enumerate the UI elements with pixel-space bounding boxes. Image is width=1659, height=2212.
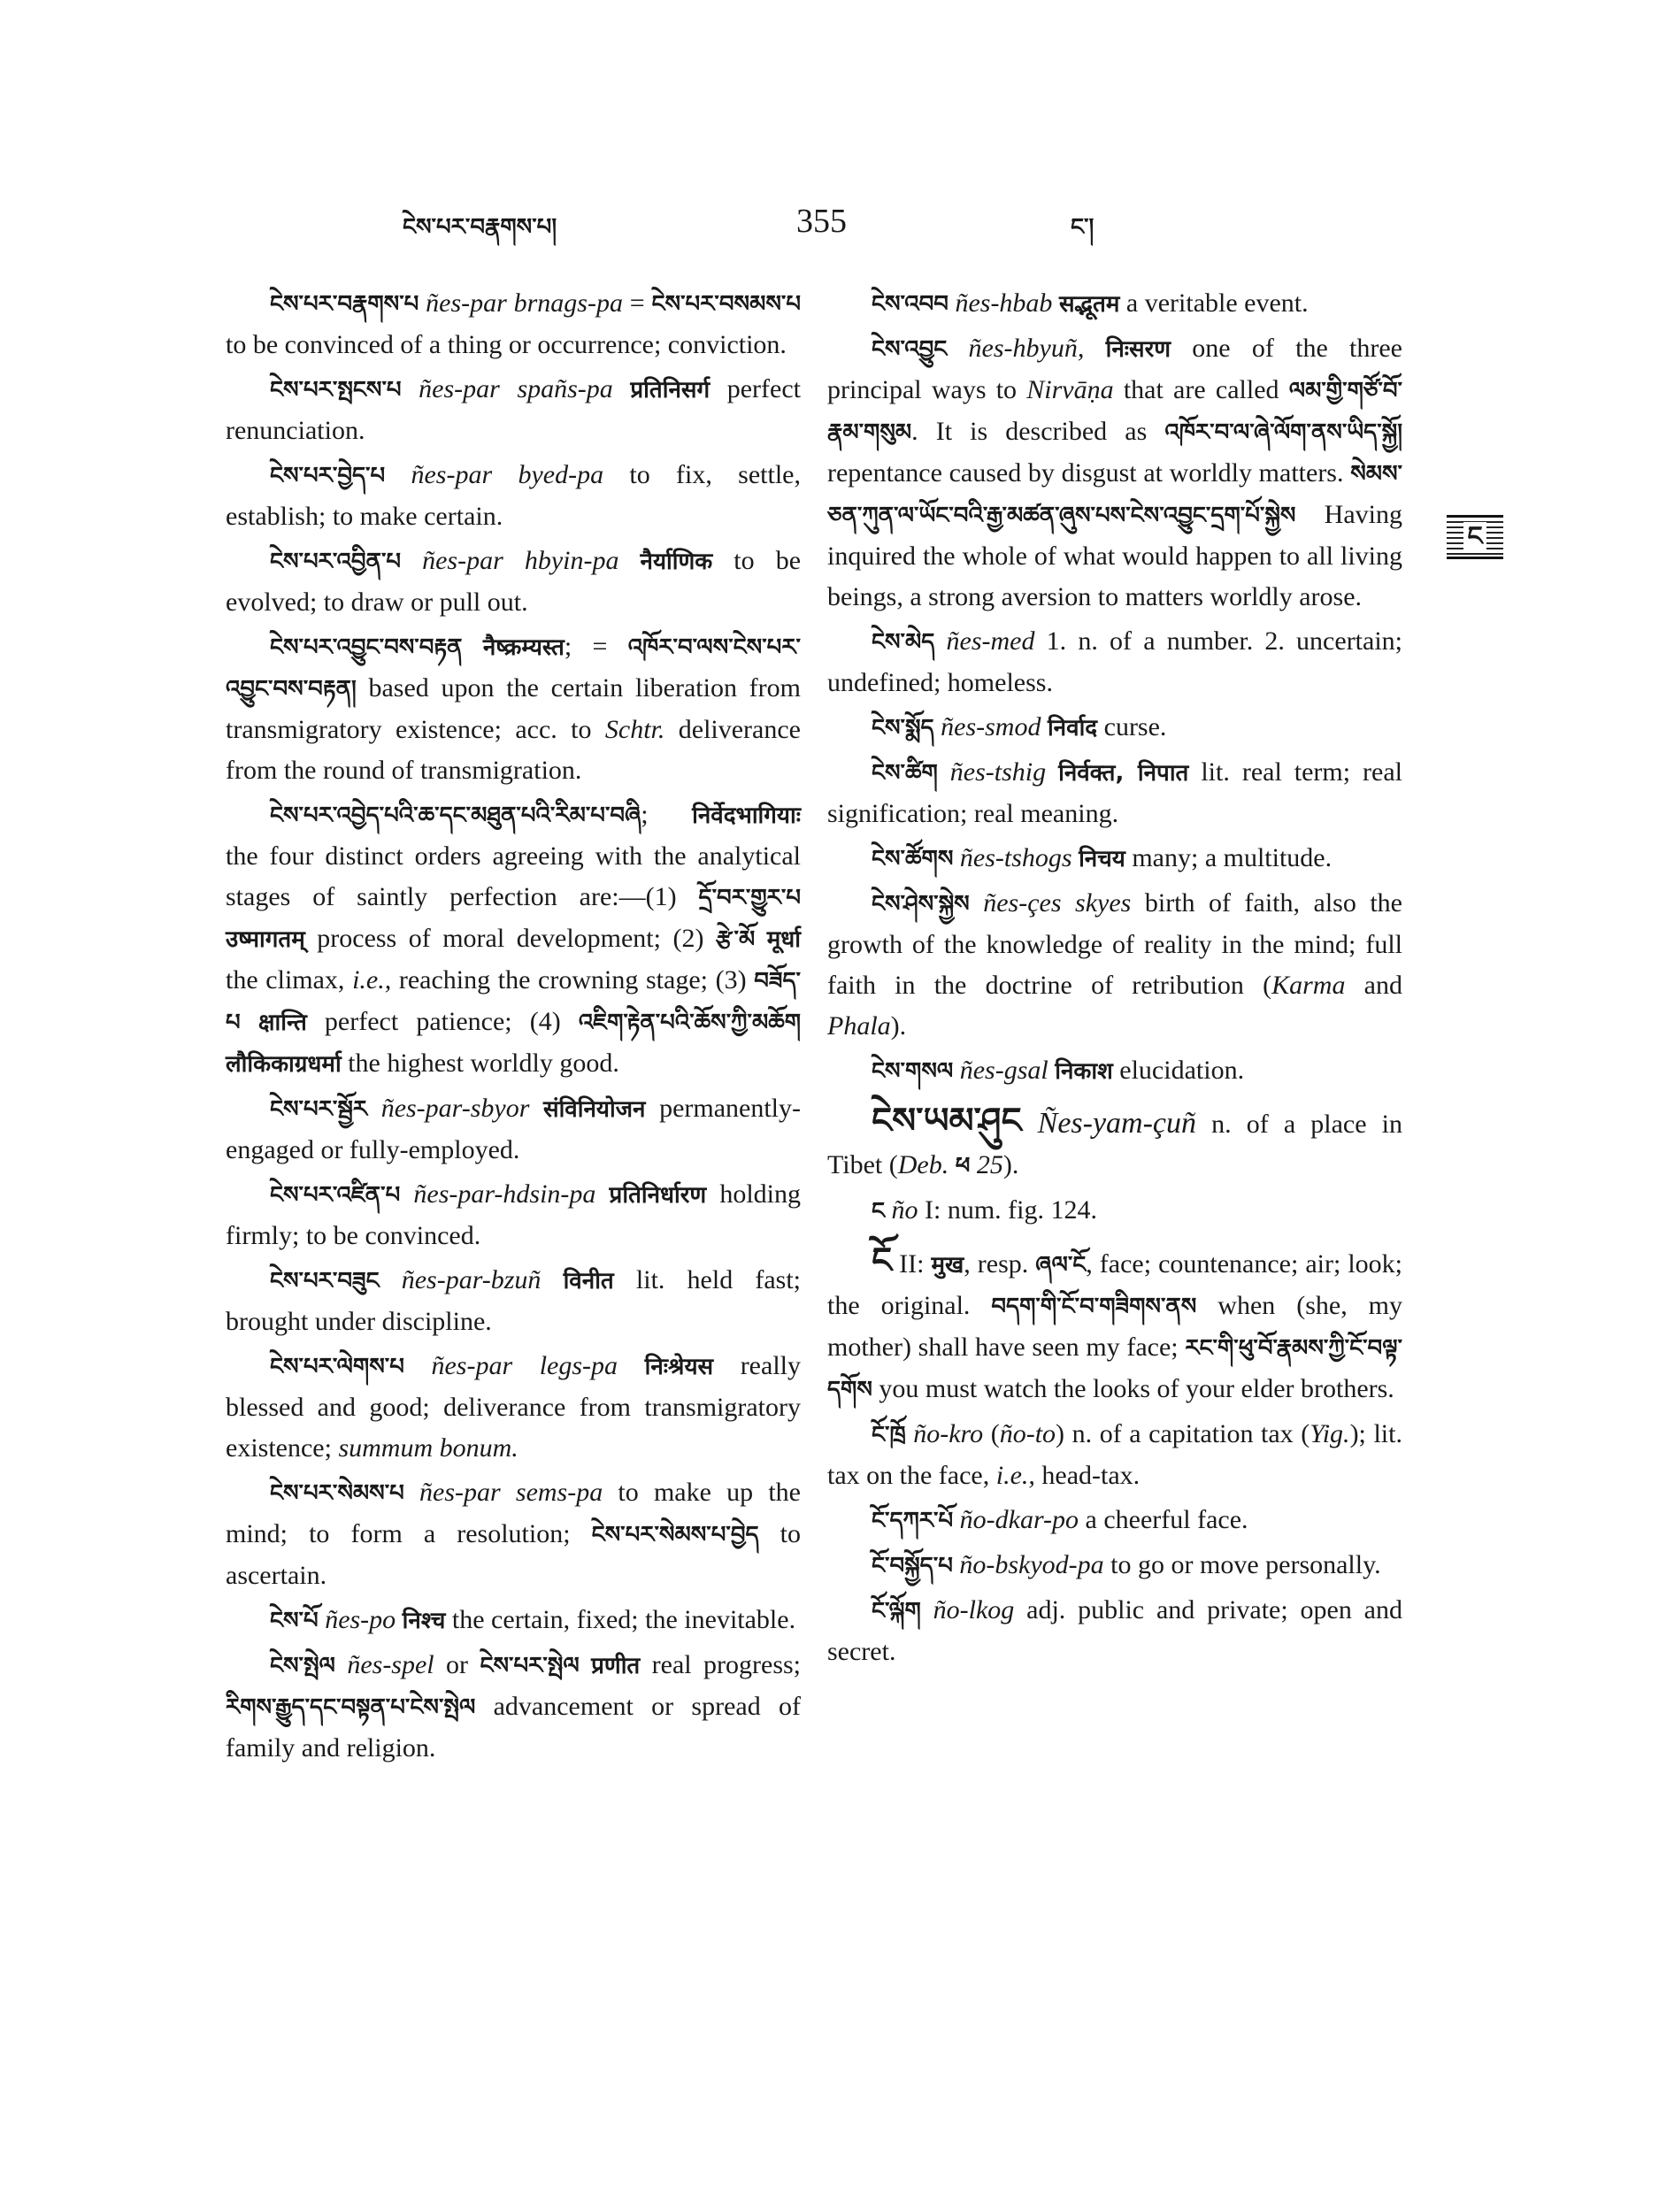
- dictionary-entry: [827, 752, 1402, 834]
- tibetan-headword: ངེས་པར་སེམས་པ་བྱེད: [591, 1522, 759, 1548]
- definition-text: that are called: [1113, 375, 1289, 404]
- sanskrit-term: निचय: [1079, 846, 1125, 872]
- definition-text: to fix, settle, establish; to make certain.: [226, 460, 801, 531]
- dictionary-entry: [827, 1500, 1402, 1541]
- definition-text: or: [434, 1650, 480, 1679]
- transliteration: ñes-par spañs-pa: [401, 374, 631, 403]
- definition-text: the climax,: [226, 965, 353, 995]
- definition-text: n. of a place in Tibet (: [827, 1110, 1402, 1179]
- transliteration: ñes-par brnags-pa: [419, 288, 623, 318]
- sanskrit-term: मुख: [931, 1252, 964, 1279]
- definition-text: advancement or spread of family and religion.: [226, 1692, 801, 1763]
- dictionary-entry: [827, 283, 1402, 325]
- transliteration: Deb.: [897, 1150, 949, 1179]
- sanskrit-term: निश्च: [402, 1608, 446, 1634]
- definition-text: perfect patience; (4): [306, 1007, 579, 1036]
- transliteration: ño: [885, 1195, 918, 1225]
- thumb-index-tab: [1447, 515, 1503, 559]
- tibetan-headword: རྩེ་མོ: [715, 926, 756, 953]
- transliteration: ñes-par legs-pa: [403, 1351, 645, 1380]
- definition-text: [580, 1650, 591, 1679]
- dictionary-entry: [827, 1545, 1402, 1586]
- tibetan-headword: ངེས་པར་བསམས་པ: [651, 291, 802, 318]
- definition-text: to be convinced of a thing or occurrence; conviction.: [226, 330, 787, 359]
- sanskrit-term: नैष्क्रम्यस्त: [482, 634, 565, 661]
- transliteration: ñes-tshogs: [953, 843, 1079, 872]
- sanskrit-term: प्रतिनिसर्ग: [630, 377, 710, 403]
- tibetan-headword: ངོ་དཀར་པོ: [872, 1508, 954, 1534]
- thumb-index-letter: ང: [1463, 522, 1486, 552]
- transliteration: i.e.,: [995, 1461, 1035, 1490]
- tibetan-headword: ངེས་པོ: [270, 1608, 319, 1634]
- tibetan-headword: བཟོད་པ: [226, 968, 801, 1036]
- tibetan-headword: ངེས་པར་སྤེལ: [480, 1653, 580, 1679]
- sanskrit-term: उष्मागतम्: [226, 926, 305, 953]
- sanskrit-term: लौकिकाग्रधर्मा: [226, 1051, 342, 1078]
- definition-text: elucidation.: [1112, 1056, 1245, 1085]
- tibetan-headword: ངོ་བསྐྱོད་པ: [872, 1553, 953, 1579]
- tibetan-headword: འཁོར་བ་ལ་ཞེ་ལོག་ནས་ཡིད་སྐྱོ།: [1164, 419, 1402, 446]
- tibetan-headword: ངེས་པར་འབྱེད་པའི་ཆ་དང་མཐུན་པའི་རིམ་པ་བཞི: [270, 803, 641, 829]
- running-head-left: ངེས་པར་བརྣགས་པ།: [403, 214, 557, 241]
- tibetan-headword: ངོ་ཁྲོ: [872, 1422, 906, 1448]
- definition-text: [949, 1150, 956, 1179]
- definition-text: to make up the mind; to form a resolution;: [226, 1478, 801, 1548]
- transliteration: ñes-çes skyes: [969, 888, 1132, 918]
- definition-text: 1. n. of a number. 2. uncertain; undefined; homeless.: [827, 626, 1403, 697]
- transliteration: ñes-med: [934, 626, 1035, 656]
- definition-text: to ascertain.: [226, 1519, 801, 1590]
- tibetan-headword: ངེས་པར་སྦྱོར: [270, 1096, 368, 1123]
- definition-text: based upon the certain liberation from transmigratory existence; acc. to: [226, 673, 801, 744]
- tibetan-headword: སེམས་ཅན་ཀུན་ལ་ཡོང་བའི་རྒྱ་མཚན་ཞུས་པས་ངེས་འབྱུང་དྲག་པོ་སྐྱེས: [827, 461, 1402, 529]
- dictionary-entry: [827, 883, 1402, 1047]
- definition-text: one of the three principal ways to: [827, 334, 1403, 404]
- tibetan-headword: ངེས་པར་འཛིན་པ: [270, 1182, 401, 1209]
- definition-text: curse.: [1097, 712, 1167, 741]
- definition-text: the four distinct orders agreeing with the analytical stages of saintly perfection are:—(1): [226, 841, 801, 911]
- sanskrit-term: प्रतिनिर्धारण: [609, 1182, 707, 1209]
- sanskrit-term: सद्भूतम: [1058, 291, 1120, 318]
- dictionary-entry: [226, 283, 801, 365]
- tibetan-headword: བདག་གི་ངོ་བ་གཟིགས་ནས: [991, 1294, 1197, 1320]
- tibetan-headword: ལམ་གྱི་གཙོ་བོ་རྣམ་གསུམ: [827, 378, 1402, 446]
- definition-text: many; a multitude.: [1125, 843, 1333, 872]
- dictionary-entry: [226, 541, 801, 623]
- sanskrit-term: संविनियोजन: [543, 1096, 646, 1123]
- definition-text: deliverance from the round of transmigration.: [226, 715, 801, 785]
- transliteration-large: Ñes-yam-çuñ: [1021, 1107, 1197, 1140]
- running-head-right: ང་།: [1071, 214, 1094, 241]
- definition-text: a cheerful face.: [1079, 1505, 1248, 1534]
- transliteration: ñes-par-bzuñ: [379, 1265, 564, 1294]
- definition-text: adj. public and private; open and secret.: [827, 1595, 1403, 1666]
- sanskrit-term: प्रणीत: [591, 1653, 641, 1679]
- definition-text: real progress;: [640, 1650, 802, 1679]
- definition-text: (: [983, 1419, 1000, 1448]
- dictionary-entry: [827, 1190, 1402, 1232]
- definition-text: permanently-engaged or fully-employed.: [226, 1094, 801, 1164]
- tibetan-headword: ངེས་ཤེས་སྐྱེས: [872, 891, 970, 918]
- tibetan-headword-large: ངོ: [872, 1240, 893, 1281]
- tibetan-headword: ངེས་པར་འབྱུང་བས་བརྟན: [270, 634, 463, 661]
- dictionary-entry: [827, 838, 1402, 879]
- sanskrit-term: नैर्याणिक: [640, 549, 713, 575]
- definition-text: , face; countenance; air; look; the original.: [827, 1249, 1402, 1320]
- dictionary-entry: [827, 1414, 1402, 1496]
- transliteration: ñes-par-sbyor: [367, 1094, 543, 1123]
- dictionary-entry: [226, 795, 801, 1085]
- definition-text: [755, 924, 767, 953]
- transliteration: ñes-par-hdsin-pa: [400, 1179, 610, 1209]
- tibetan-headword: ངེས་ཚིག: [872, 760, 938, 787]
- tibetan-headword: ངེས་མེད: [872, 629, 935, 656]
- transliteration: ño-to: [999, 1419, 1056, 1448]
- definition-text: birth of faith, also the growth of the knowledge of reality in the mind; full faith in the doctrine of retribution (: [827, 888, 1402, 1000]
- definition-text: ).: [1002, 1150, 1019, 1179]
- definition-text: to be evolved; to draw or pull out.: [226, 546, 802, 617]
- tibetan-headword: ངེས་པར་བྱེད་པ: [270, 463, 386, 489]
- sanskrit-term: क्षान्ति: [257, 1010, 307, 1036]
- transliteration: ño-bskyod-pa: [952, 1550, 1104, 1579]
- dictionary-entry: [827, 1050, 1402, 1092]
- transliteration: ñes-gsal: [953, 1056, 1056, 1085]
- tibetan-headword: ངེས་པར་བརྣགས་པ: [270, 291, 419, 318]
- definition-text: Having inquired the whole of what would happen to all living beings, a strong aversion to matters worldly arose.: [827, 500, 1402, 611]
- dictionary-entry: [827, 707, 1402, 749]
- sanskrit-term: निर्वाद: [1047, 715, 1098, 741]
- dictionary-entry: [226, 1088, 801, 1171]
- page-number: 355: [796, 203, 847, 240]
- tibetan-headword: ངེས་སྨོད: [872, 715, 934, 741]
- transliteration: Yig.: [1310, 1419, 1350, 1448]
- transliteration: ñes-par byed-pa: [385, 460, 604, 489]
- tibetan-headword: ངེས་འབབ: [872, 291, 949, 318]
- tibetan-headword: རང་གི་ཕུ་བོ་རྣམས་ཀྱི་ངོ་བལྟ་དགོས: [827, 1335, 1402, 1403]
- transliteration: ñes-smod: [933, 712, 1048, 741]
- transliteration: ñes-po: [318, 1605, 403, 1634]
- tibetan-headword: ཕ: [955, 1153, 971, 1179]
- tibetan-headword-large: ངེས་ཡམ་ཤུང: [872, 1101, 1022, 1141]
- sanskrit-term: मूर्धा: [766, 926, 802, 953]
- sanskrit-term: निकाश: [1055, 1058, 1113, 1085]
- definition-text: process of moral development; (2): [304, 924, 716, 953]
- tibetan-headword: ངེས་པར་ལེགས་པ: [270, 1354, 404, 1380]
- tibetan-headword: ངེས་པར་སེམས་པ: [270, 1480, 404, 1507]
- sanskrit-term: निर्वक्त, निपात: [1058, 760, 1189, 787]
- definition-text: perfect renunciation.: [226, 374, 801, 445]
- definition-text: repentance caused by disgust at worldly matters.: [827, 458, 1351, 488]
- tibetan-headword: དྲོ་བར་གྱུར་པ: [698, 885, 801, 911]
- definition-text: I: num. fig. 124.: [918, 1195, 1098, 1225]
- definition-text: [241, 1007, 258, 1036]
- dictionary-entry: [226, 1260, 801, 1342]
- tibetan-headword: ངེས་པར་སྤངས་པ: [270, 377, 402, 403]
- dictionary-entry: [226, 455, 801, 537]
- transliteration: ñes-par sems-pa: [403, 1478, 603, 1507]
- definition-text: holding firmly; to be convinced.: [226, 1179, 802, 1250]
- definition-text: reaching the crowning stage; (3): [391, 965, 755, 995]
- definition-text: ).: [890, 1011, 907, 1041]
- page-header: [0, 202, 1659, 255]
- definition-text: lit. held fast; brought under discipline.: [226, 1265, 801, 1336]
- dictionary-entry: [226, 369, 801, 451]
- sanskrit-term: विनीत: [563, 1268, 614, 1294]
- transliteration: ñes-hbab: [948, 288, 1059, 318]
- dictionary-entry: [226, 1645, 801, 1769]
- tibetan-headword: རིགས་རྒྱུད་དང་བསྟན་པ་ངེས་སྤེལ: [226, 1694, 476, 1721]
- definition-text: and: [1345, 971, 1402, 1000]
- definition-text: =: [622, 288, 652, 318]
- definition-text: [463, 632, 483, 661]
- definition-text: ;: [641, 800, 693, 829]
- definition-text: to go or move personally.: [1103, 1550, 1381, 1579]
- definition-text: ; =: [564, 632, 628, 661]
- tibetan-headword: ངོ་ལྐོག: [872, 1598, 921, 1624]
- transliteration: ñes-tshig: [937, 757, 1059, 787]
- tibetan-headword: ངེས་སྤེལ: [270, 1653, 335, 1679]
- tibetan-headword: འཁོར་བ་ལས་ངེས་པར་འབྱུང་བས་བརྟན།: [226, 634, 801, 703]
- dictionary-entry: [827, 621, 1402, 703]
- definition-text: the certain, fixed; the inevitable.: [445, 1605, 796, 1634]
- dictionary-entry: [827, 328, 1402, 618]
- right-column: [827, 283, 1402, 1676]
- tibetan-headword: ངེས་འབྱུང: [872, 336, 948, 363]
- definition-text: ); lit. tax on the face,: [827, 1419, 1402, 1490]
- sanskrit-term: निःसरण: [1105, 336, 1171, 363]
- definition-text: ) n. of a capitation tax (: [1056, 1419, 1310, 1448]
- sanskrit-term: निर्वेदभागियाः: [692, 803, 801, 829]
- transliteration: Nirvāṇa: [1026, 375, 1114, 404]
- definition-text: , resp.: [964, 1249, 1036, 1279]
- dictionary-entry: [827, 1240, 1402, 1410]
- transliteration: ñes-spel: [334, 1650, 434, 1679]
- dictionary-entry: [827, 1101, 1402, 1187]
- transliteration: Karma: [1271, 971, 1346, 1000]
- transliteration: Schtr.: [604, 715, 665, 744]
- tibetan-headword: ཞལ་ངོ: [1035, 1252, 1087, 1279]
- sanskrit-term: निःश्रेयस: [644, 1354, 714, 1380]
- definition-text: head-tax.: [1034, 1461, 1141, 1490]
- transliteration: ño-lkog: [920, 1595, 1015, 1624]
- definition-text: the highest worldly good.: [341, 1048, 619, 1078]
- left-column: [226, 283, 801, 1772]
- definition-text: you must watch the looks of your elder brothers.: [872, 1374, 1394, 1403]
- definition-text: a veritable event.: [1119, 288, 1309, 318]
- transliteration: ñes-hbyuñ,: [947, 334, 1106, 363]
- dictionary-entry: [827, 1590, 1402, 1672]
- definition-text: II:: [892, 1249, 932, 1279]
- transliteration: summum bonum.: [338, 1433, 518, 1463]
- dictionary-entry: [226, 1174, 801, 1256]
- tibetan-headword: ངེས་གསལ: [872, 1058, 954, 1085]
- dictionary-entry: [226, 1346, 801, 1469]
- transliteration: ño-kro: [905, 1419, 984, 1448]
- definition-text: lit. real term; real signification; real meaning.: [827, 757, 1402, 828]
- tibetan-headword: ངེས་ཚོགས: [872, 846, 954, 872]
- transliteration: ñes-par hbyin-pa: [401, 546, 641, 575]
- dictionary-entry: [226, 1472, 801, 1596]
- tibetan-headword: ངེས་པར་བཟུང: [270, 1268, 380, 1294]
- dictionary-entry: [226, 1600, 801, 1641]
- transliteration: Phala: [827, 1011, 891, 1041]
- transliteration: 25: [970, 1150, 1003, 1179]
- definition-text: when (she, my mother) shall have seen my face;: [827, 1291, 1402, 1362]
- tibetan-headword: ང: [872, 1198, 886, 1225]
- definition-text: really blessed and good; deliverance from transmigratory existence;: [226, 1351, 801, 1463]
- definition-text: . It is described as: [911, 417, 1165, 446]
- tibetan-headword: འཇིག་རྟེན་པའི་ཆོས་ཀྱི་མཆོག: [578, 1010, 802, 1036]
- tibetan-headword: ངེས་པར་འབྱིན་པ: [270, 549, 402, 575]
- transliteration: ño-dkar-po: [953, 1505, 1079, 1534]
- transliteration: i.e.,: [352, 965, 392, 995]
- dictionary-entry: [226, 626, 801, 791]
